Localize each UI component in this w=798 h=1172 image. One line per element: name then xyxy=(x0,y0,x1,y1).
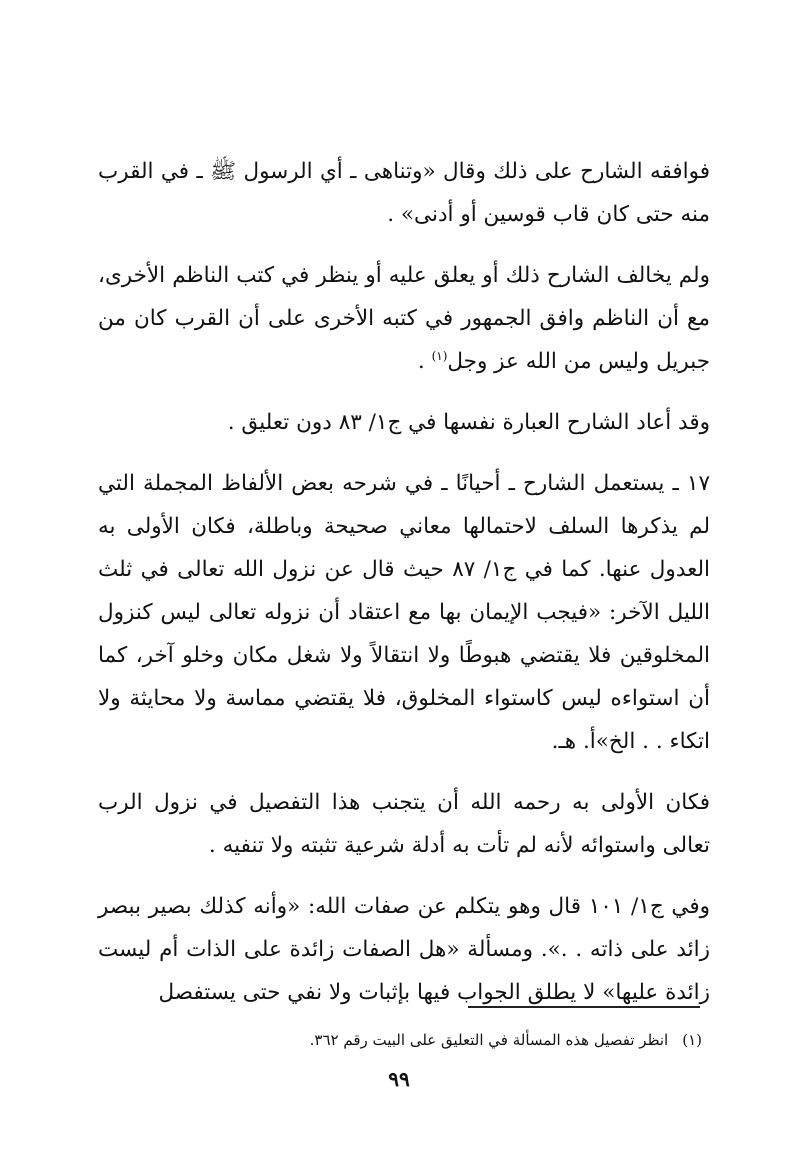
footnote-reference: (١) xyxy=(431,348,448,363)
paragraph-3: وقد أعاد الشارح العبارة نفسها في ج١/ ٨٣ دون تعليق . xyxy=(227,410,710,435)
footnote xyxy=(98,1026,702,1054)
paragraph-4: ١٧ ـ يستعمل الشارح ـ أحيانًا ـ في شرحه بعض الألفاظ المجملة التي لم يذكرها السلف لاحتمالها معاني صحيحة وباطلة، فكان الأولى به العدول عنها. كما في ج١/ ٨٧ حيث قال عن نزول الله تعالى في ثلث الليل الآخر: «فيجب الإيمان بها مع اعتقاد أن نزوله تعالى ليس كنزول المخلوقين فلا يقتضي هبوطًا ولا انتقالاً ولا شغل مكان وخلو آخر، كما أن استواءه ليس كاستواء المخلوق، فلا يقتضي مماسة ولا محايثة ولا اتكاء . . الخ»أ. هـ. xyxy=(98,471,710,754)
paragraph-1: فوافقه الشارح على ذلك وقال «وتناهى ـ أي الرسول ﷺ ـ في القرب منه حتى كان قاب قوسين أو أدنى» . xyxy=(98,159,710,227)
footnote-divider xyxy=(468,1006,700,1008)
page-body xyxy=(98,150,710,1014)
paragraph-2-end: . xyxy=(417,349,432,374)
paragraph-2 xyxy=(98,254,710,383)
footnote-number: (١) xyxy=(682,1031,702,1049)
footnote-text: انظر تفصيل هذه المسألة في التعليق على البيت رقم ٣٦٢. xyxy=(309,1031,669,1049)
page-number: ٩٩ xyxy=(388,1067,410,1091)
paragraph-5: فكان الأولى به رحمه الله أن يتجنب هذا التفصيل في نزول الرب تعالى واستوائه لأنه لم تأت به أدلة شرعية تثبته ولا تنفيه . xyxy=(98,790,710,858)
paragraph-6: وفي ج١/ ١٠١ قال وهو يتكلم عن صفات الله: «وأنه كذلك بصير ببصر زائد على ذاته . .». ومسألة «هل الصفات زائدة على الذات أم ليست زائدة عليها» لا يطلق الجواب فيها بإثبات ولا نفي حتى يستفصل xyxy=(98,894,710,1005)
paragraph-2-text: ولم يخالف الشارح ذلك أو يعلق عليه أو ينظر في كتب الناظم الأخرى، مع أن الناظم وافق الجمهور في كتبه الأخرى على أن القرب كان من جبريل وليس من الله عز وجل xyxy=(98,263,710,374)
